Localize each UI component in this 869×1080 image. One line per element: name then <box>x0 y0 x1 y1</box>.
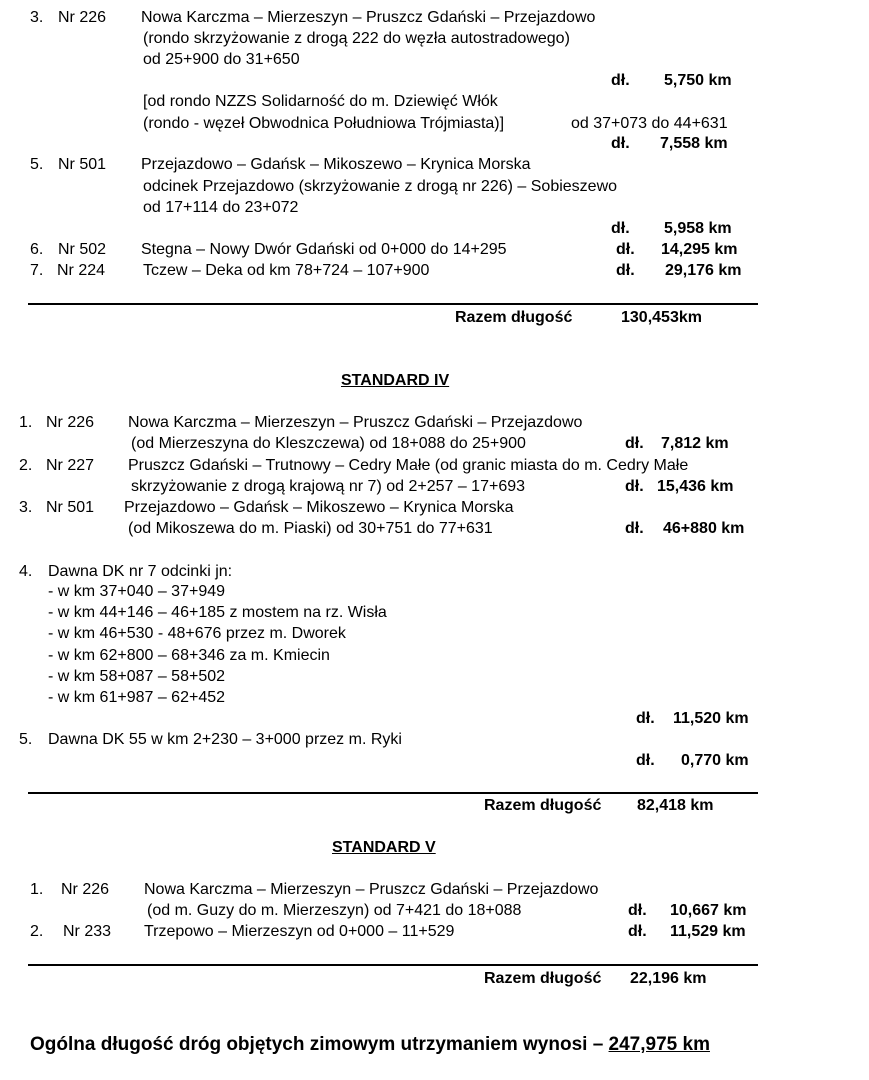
road-number: Nr 224 <box>57 262 106 279</box>
item-number: 3. <box>19 499 33 516</box>
item-number: 1. <box>30 881 44 898</box>
item-number: 5. <box>19 731 33 748</box>
road-route: Nowa Karczma – Mierzeszyn – Pruszcz Gdański – Przejazdowo <box>144 881 599 898</box>
length-value: 7,558 km <box>660 135 728 152</box>
total-value: 82,418 km <box>637 797 714 814</box>
road-range: od 25+900 do 31+650 <box>143 51 300 68</box>
road-number: Nr 501 <box>58 156 107 173</box>
segment-item: - w km 61+987 – 62+452 <box>48 689 226 706</box>
road-route: Dawna DK 55 w km 2+230 – 3+000 przez m. Ryki <box>48 731 402 748</box>
section-title: STANDARD IV <box>341 372 450 389</box>
road-route: Przejazdowo – Gdańsk – Mikoszewo – Krynica Morska <box>124 499 514 516</box>
road-route: Trzepowo – Mierzeszyn od 0+000 – 11+529 <box>144 923 455 940</box>
road-number: Nr 501 <box>46 499 95 516</box>
road-route-detail: (od Mikoszewa do m. Piaski) od 30+751 do 77+631 <box>128 520 493 537</box>
segment-item: - w km 37+040 – 37+949 <box>48 583 226 600</box>
summary-label: Ogólna długość dróg objętych zimowym utrzymaniem wynosi – <box>30 1034 604 1055</box>
road-range: od 37+073 do 44+631 <box>571 115 728 132</box>
length-value: 5,750 km <box>664 72 732 89</box>
road-number: Nr 226 <box>46 414 95 431</box>
road-number: Nr 502 <box>58 241 107 258</box>
total-label: Razem długość <box>455 309 573 326</box>
length-prefix: dł. <box>636 710 655 727</box>
item-number: 5. <box>30 156 44 173</box>
item-number: 2. <box>19 457 33 474</box>
length-value: 7,812 km <box>661 435 729 452</box>
item-number: 2. <box>30 923 44 940</box>
length-prefix: dł. <box>611 220 630 237</box>
total-value: 22,196 km <box>630 970 707 987</box>
length-value: 29,176 km <box>665 262 742 279</box>
item-number: 3. <box>30 9 44 26</box>
road-number: Nr 233 <box>63 923 112 940</box>
road-route: Nowa Karczma – Mierzeszyn – Pruszcz Gdański – Przejazdowo <box>128 414 583 431</box>
road-route-detail: odcinek Przejazdowo (skrzyżowanie z drogą nr 226) – Sobieszewo <box>143 178 618 195</box>
length-value: 0,770 km <box>681 752 749 769</box>
road-route-detail: (od Mierzeszyna do Kleszczewa) od 18+088 do 25+900 <box>131 435 526 452</box>
road-route-detail: [od rondo NZZS Solidarność do m. Dziewięć Włók <box>143 93 498 110</box>
summary-value: 247,975 km <box>608 1034 710 1055</box>
road-route: Tczew – Deka od km 78+724 – 107+900 <box>143 262 430 279</box>
item-number: 6. <box>30 241 44 258</box>
road-route: Pruszcz Gdański – Trutnowy – Cedry Małe (od granic miasta do m. Cedry Małe <box>128 457 689 474</box>
road-route: Przejazdowo – Gdańsk – Mikoszewo – Krynica Morska <box>141 156 531 173</box>
item-number: 1. <box>19 414 33 431</box>
road-route: Nowa Karczma – Mierzeszyn – Pruszcz Gdański – Przejazdowo <box>141 9 596 26</box>
length-value: 14,295 km <box>661 241 738 258</box>
total-label: Razem długość <box>484 970 602 987</box>
segment-item: - w km 44+146 – 46+185 z mostem na rz. Wisła <box>48 604 387 621</box>
length-prefix: dł. <box>625 520 644 537</box>
length-prefix: dł. <box>628 923 647 940</box>
road-route-detail: (rondo - węzeł Obwodnica Południowa Trójmiasta)] <box>143 115 505 132</box>
total-label: Razem długość <box>484 797 602 814</box>
length-prefix: dł. <box>625 435 644 452</box>
divider <box>28 303 758 305</box>
segment-item: - w km 58+087 – 58+502 <box>48 668 226 685</box>
length-prefix: dł. <box>625 478 644 495</box>
road-route-detail: (rondo skrzyżowanie z drogą 222 do węzła autostradowego) <box>143 30 570 47</box>
length-prefix: dł. <box>616 241 635 258</box>
divider <box>28 964 758 966</box>
length-prefix: dł. <box>616 262 635 279</box>
section-title: STANDARD V <box>332 839 436 856</box>
road-route-detail: (od m. Guzy do m. Mierzeszyn) od 7+421 do 18+088 <box>147 902 522 919</box>
length-prefix: dł. <box>611 72 630 89</box>
length-value: 5,958 km <box>664 220 732 237</box>
length-prefix: dł. <box>611 135 630 152</box>
item-number: 4. <box>19 563 33 580</box>
length-value: 15,436 km <box>657 478 734 495</box>
length-value: 46+880 km <box>663 520 745 537</box>
overall-summary <box>30 1033 710 1057</box>
segment-item: - w km 62+800 – 68+346 za m. Kmiecin <box>48 647 330 664</box>
road-route-detail: skrzyżowanie z drogą krajową nr 7) od 2+257 – 17+693 <box>131 478 526 495</box>
length-prefix: dł. <box>636 752 655 769</box>
total-value: 130,453km <box>621 309 702 326</box>
length-value: 10,667 km <box>670 902 747 919</box>
road-number: Nr 227 <box>46 457 95 474</box>
segment-item: - w km 46+530 - 48+676 przez m. Dworek <box>48 625 346 642</box>
length-value: 11,529 km <box>670 923 746 940</box>
road-route: Dawna DK nr 7 odcinki jn: <box>48 563 233 580</box>
item-number: 7. <box>30 262 44 279</box>
divider <box>28 792 758 794</box>
road-number: Nr 226 <box>61 881 110 898</box>
length-prefix: dł. <box>628 902 647 919</box>
road-route: Stegna – Nowy Dwór Gdański od 0+000 do 14+295 <box>141 241 507 258</box>
length-value: 11,520 km <box>673 710 749 727</box>
road-range: od 17+114 do 23+072 <box>143 199 299 216</box>
road-number: Nr 226 <box>58 9 107 26</box>
